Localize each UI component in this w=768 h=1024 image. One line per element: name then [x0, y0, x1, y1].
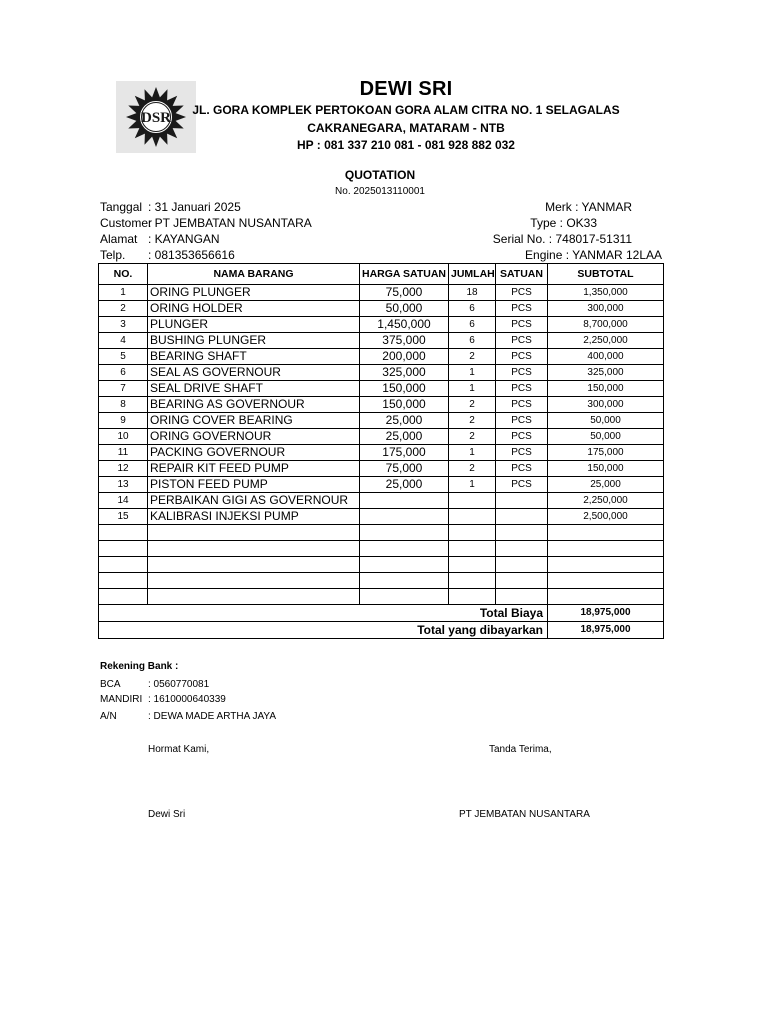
- row-subtotal: [548, 573, 664, 589]
- row-qty: [449, 573, 496, 589]
- row-price: 325,000: [360, 365, 449, 381]
- row-qty: 2: [449, 397, 496, 413]
- row-subtotal: 50,000: [548, 413, 664, 429]
- row-unit: PCS: [496, 461, 548, 477]
- row-qty: [449, 493, 496, 509]
- signature-left-greeting: Hormat Kami,: [148, 744, 210, 755]
- row-qty: 6: [449, 301, 496, 317]
- table-row: [99, 525, 664, 541]
- col-header-subtotal: SUBTOTAL: [548, 264, 664, 285]
- row-subtotal: 8,700,000: [548, 317, 664, 333]
- row-unit: [496, 509, 548, 525]
- row-unit: PCS: [496, 349, 548, 365]
- col-header-jumlah: JUMLAH: [449, 264, 496, 285]
- table-row: [99, 397, 664, 413]
- row-subtotal: 300,000: [548, 397, 664, 413]
- bank-bca-label: BCA: [100, 679, 121, 690]
- row-subtotal: 2,250,000: [548, 333, 664, 349]
- table-row: [99, 493, 664, 509]
- row-price: 25,000: [360, 413, 449, 429]
- row-name: ORING PLUNGER: [148, 285, 360, 301]
- row-no: 14: [99, 493, 148, 509]
- info-customer-value: : PT JEMBATAN NUSANTARA: [148, 216, 312, 230]
- info-merk: Merk : YANMAR: [545, 200, 632, 214]
- row-price: 175,000: [360, 445, 449, 461]
- company-phone: HP : 081 337 210 081 - 081 928 882 032: [297, 138, 515, 152]
- row-subtotal: 300,000: [548, 301, 664, 317]
- row-qty: 1: [449, 477, 496, 493]
- row-qty: 2: [449, 461, 496, 477]
- table-row: [99, 429, 664, 445]
- table-row: [99, 461, 664, 477]
- row-no: 12: [99, 461, 148, 477]
- row-name: [148, 525, 360, 541]
- row-unit: PCS: [496, 413, 548, 429]
- total-biaya-value: 18,975,000: [548, 605, 664, 622]
- row-name: BEARING AS GOVERNOUR: [148, 397, 360, 413]
- row-no: 4: [99, 333, 148, 349]
- table-row: [99, 365, 664, 381]
- info-telp-value: : 081353656616: [148, 248, 235, 262]
- row-name: SEAL DRIVE SHAFT: [148, 381, 360, 397]
- row-qty: 2: [449, 429, 496, 445]
- row-name: PERBAIKAN GIGI AS GOVERNOUR: [148, 493, 360, 509]
- row-no: [99, 541, 148, 557]
- row-name: [148, 557, 360, 573]
- bank-mandiri-label: MANDIRI: [100, 694, 143, 705]
- row-price: 25,000: [360, 477, 449, 493]
- table-row: [99, 477, 664, 493]
- table-row: [99, 509, 664, 525]
- row-price: [360, 541, 449, 557]
- row-price: 1,450,000: [360, 317, 449, 333]
- row-qty: 2: [449, 349, 496, 365]
- table-row: [99, 413, 664, 429]
- table-row: [99, 317, 664, 333]
- info-tanggal-label: Tanggal: [100, 200, 143, 214]
- row-qty: [449, 525, 496, 541]
- row-name: [148, 589, 360, 605]
- table-row: [99, 541, 664, 557]
- info-engine: Engine : YANMAR 12LAA: [525, 248, 662, 262]
- company-address-line2: CAKRANEGARA, MATARAM - NTB: [307, 121, 505, 135]
- row-no: [99, 589, 148, 605]
- row-no: 11: [99, 445, 148, 461]
- row-subtotal: 50,000: [548, 429, 664, 445]
- row-name: [148, 573, 360, 589]
- table-row: [99, 381, 664, 397]
- table-row: [99, 589, 664, 605]
- row-name: ORING HOLDER: [148, 301, 360, 317]
- row-price: 25,000: [360, 429, 449, 445]
- row-subtotal: 150,000: [548, 381, 664, 397]
- company-address-line1: JL. GORA KOMPLEK PERTOKOAN GORA ALAM CITRA NO. 1 SELAGALAS: [192, 103, 620, 117]
- row-subtotal: [548, 525, 664, 541]
- row-unit: [496, 589, 548, 605]
- row-price: 150,000: [360, 381, 449, 397]
- total-dibayarkan-value: 18,975,000: [548, 622, 664, 639]
- row-subtotal: 2,500,000: [548, 509, 664, 525]
- row-unit: PCS: [496, 381, 548, 397]
- row-no: 9: [99, 413, 148, 429]
- row-unit: PCS: [496, 429, 548, 445]
- row-unit: PCS: [496, 365, 548, 381]
- quotation-number: No. 2025013110001: [335, 186, 425, 197]
- row-no: 8: [99, 397, 148, 413]
- total-biaya-label: Total Biaya: [99, 605, 548, 622]
- row-subtotal: 1,350,000: [548, 285, 664, 301]
- row-subtotal: [548, 541, 664, 557]
- signature-right-name: PT JEMBATAN NUSANTARA: [459, 809, 590, 820]
- table-row: [99, 349, 664, 365]
- row-qty: 1: [449, 365, 496, 381]
- row-name: SEAL AS GOVERNOUR: [148, 365, 360, 381]
- row-no: 13: [99, 477, 148, 493]
- table-row: [99, 301, 664, 317]
- row-no: [99, 557, 148, 573]
- row-unit: PCS: [496, 477, 548, 493]
- row-no: [99, 525, 148, 541]
- info-customer-label: Customer: [100, 216, 153, 230]
- row-unit: PCS: [496, 445, 548, 461]
- row-unit: PCS: [496, 285, 548, 301]
- bank-an-value: : DEWA MADE ARTHA JAYA: [148, 711, 276, 722]
- row-qty: 1: [449, 381, 496, 397]
- row-subtotal: 25,000: [548, 477, 664, 493]
- row-subtotal: 325,000: [548, 365, 664, 381]
- row-subtotal: 2,250,000: [548, 493, 664, 509]
- row-price: 150,000: [360, 397, 449, 413]
- row-price: [360, 557, 449, 573]
- table-row: [99, 557, 664, 573]
- row-qty: [449, 541, 496, 557]
- row-unit: [496, 541, 548, 557]
- info-telp-label: Telp.: [100, 248, 126, 262]
- info-serial-no: Serial No. : 748017-51311: [492, 232, 632, 246]
- row-price: 50,000: [360, 301, 449, 317]
- row-subtotal: 150,000: [548, 461, 664, 477]
- table-row: [99, 573, 664, 589]
- row-unit: PCS: [496, 333, 548, 349]
- row-qty: 6: [449, 333, 496, 349]
- row-no: 15: [99, 509, 148, 525]
- quotation-title: QUOTATION: [344, 168, 416, 182]
- row-name: REPAIR KIT FEED PUMP: [148, 461, 360, 477]
- bank-bca-value: : 0560770081: [148, 679, 210, 690]
- row-no: 1: [99, 285, 148, 301]
- total-dibayarkan-row: [99, 622, 664, 639]
- info-alamat-label: Alamat: [100, 232, 138, 246]
- row-price: [360, 573, 449, 589]
- row-subtotal: 175,000: [548, 445, 664, 461]
- info-tanggal-value: : 31 Januari 2025: [148, 200, 241, 214]
- row-subtotal: 400,000: [548, 349, 664, 365]
- bank-mandiri-value: : 1610000640339: [148, 694, 226, 705]
- row-qty: [449, 557, 496, 573]
- row-price: [360, 493, 449, 509]
- row-no: 10: [99, 429, 148, 445]
- row-price: 200,000: [360, 349, 449, 365]
- row-price: 75,000: [360, 285, 449, 301]
- row-subtotal: [548, 557, 664, 573]
- row-unit: [496, 557, 548, 573]
- row-price: 75,000: [360, 461, 449, 477]
- table-header-row: [99, 264, 664, 285]
- row-price: [360, 525, 449, 541]
- table-row: [99, 333, 664, 349]
- row-price: [360, 509, 449, 525]
- row-price: 375,000: [360, 333, 449, 349]
- col-header-nama-barang: NAMA BARANG: [148, 264, 360, 285]
- info-alamat-value: : KAYANGAN: [148, 232, 220, 246]
- info-type: Type : OK33: [530, 216, 597, 230]
- row-name: PISTON FEED PUMP: [148, 477, 360, 493]
- row-unit: PCS: [496, 301, 548, 317]
- table-row: [99, 445, 664, 461]
- row-name: PACKING GOVERNOUR: [148, 445, 360, 461]
- row-name: [148, 541, 360, 557]
- row-qty: 6: [449, 317, 496, 333]
- row-no: 5: [99, 349, 148, 365]
- row-qty: 2: [449, 413, 496, 429]
- row-name: PLUNGER: [148, 317, 360, 333]
- row-qty: 1: [449, 445, 496, 461]
- col-header-no: NO.: [99, 264, 148, 285]
- row-unit: [496, 493, 548, 509]
- row-no: 7: [99, 381, 148, 397]
- table-row: [99, 285, 664, 301]
- col-header-satuan: SATUAN: [496, 264, 548, 285]
- row-name: BEARING SHAFT: [148, 349, 360, 365]
- total-dibayarkan-label: Total yang dibayarkan: [99, 622, 548, 639]
- items-table: [98, 263, 664, 639]
- bank-title: Rekening Bank :: [100, 661, 179, 672]
- logo-text: DSR: [140, 110, 172, 126]
- col-header-harga-satuan: HARGA SATUAN: [360, 264, 449, 285]
- row-name: ORING GOVERNOUR: [148, 429, 360, 445]
- total-biaya-row: [99, 605, 664, 622]
- signature-left-name: Dewi Sri: [148, 809, 186, 820]
- row-price: [360, 589, 449, 605]
- row-no: 2: [99, 301, 148, 317]
- row-unit: PCS: [496, 317, 548, 333]
- row-name: KALIBRASI INJEKSI PUMP: [148, 509, 360, 525]
- signature-right-greeting: Tanda Terima,: [489, 744, 552, 755]
- row-qty: 18: [449, 285, 496, 301]
- row-subtotal: [548, 589, 664, 605]
- row-name: BUSHING PLUNGER: [148, 333, 360, 349]
- row-qty: [449, 589, 496, 605]
- row-qty: [449, 509, 496, 525]
- row-no: [99, 573, 148, 589]
- row-no: 6: [99, 365, 148, 381]
- row-unit: [496, 573, 548, 589]
- bank-an-label: A/N: [100, 711, 117, 722]
- row-unit: [496, 525, 548, 541]
- row-no: 3: [99, 317, 148, 333]
- row-name: ORING COVER BEARING: [148, 413, 360, 429]
- company-name: DEWI SRI: [359, 78, 453, 100]
- row-unit: PCS: [496, 397, 548, 413]
